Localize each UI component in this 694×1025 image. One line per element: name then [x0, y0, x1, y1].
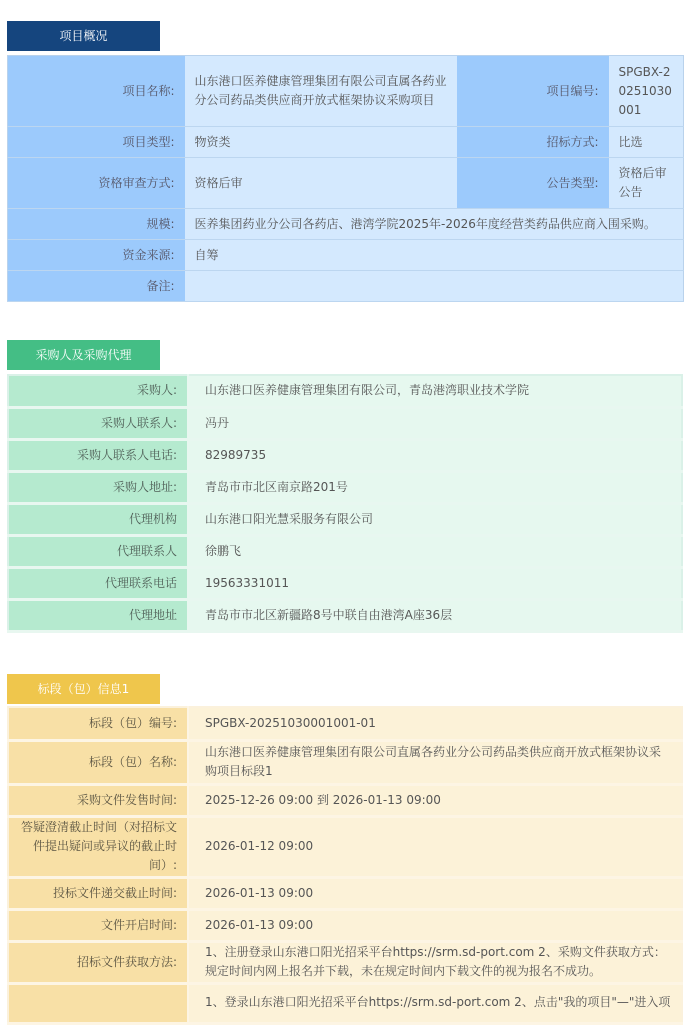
doc-obtain-method-value: 1、注册登录山东港口阳光招采平台https://srm.sd-port.com 2、采购文件获取方式：规定时间内网上报名并下载，未在规定时间内下载文件的视为报名不成功。 — [188, 941, 682, 983]
table-row — [8, 983, 682, 1023]
project-overview-title: 项目概况 — [7, 21, 160, 51]
table-row — [8, 941, 682, 983]
doc-sale-time-value: 2025-12-26 09:00 到 2026-01-13 09:00 — [188, 784, 682, 816]
project-overview-table — [7, 55, 684, 302]
lot-info-title: 标段（包）信息1 — [7, 674, 160, 704]
bid-submit-deadline-value: 2026-01-13 09:00 — [188, 877, 682, 909]
lot-code-label: 标段（包）编号: — [8, 707, 188, 740]
table-row — [8, 535, 682, 567]
table-row — [8, 909, 682, 941]
purchaser-address-value: 青岛市市北区南京路201号 — [188, 471, 682, 503]
table-row — [8, 877, 682, 909]
agency-address-label: 代理地址 — [8, 599, 188, 631]
clarification-deadline-value: 2026-01-12 09:00 — [188, 816, 682, 877]
table-row — [8, 816, 682, 877]
project-type-value: 物资类 — [185, 127, 457, 158]
agency-value: 山东港口阳光慧采服务有限公司 — [188, 503, 682, 535]
project-name-label: 项目名称: — [8, 56, 185, 127]
table-row — [8, 707, 682, 740]
scale-label: 规模: — [8, 209, 185, 240]
lot-name-label: 标段（包）名称: — [8, 740, 188, 784]
purchaser-contact-value: 冯丹 — [188, 407, 682, 439]
table-row — [8, 407, 682, 439]
table-row — [8, 471, 682, 503]
review-method-value: 资格后审 — [185, 158, 457, 209]
table-row — [8, 567, 682, 599]
purchaser-label: 采购人: — [8, 375, 188, 407]
purchaser-phone-label: 采购人联系人电话: — [8, 439, 188, 471]
bid-method-label: 招标方式: — [457, 127, 609, 158]
fund-source-label: 资金来源: — [8, 240, 185, 271]
fund-source-value: 自筹 — [185, 240, 684, 271]
table-row — [8, 375, 682, 407]
purchaser-agent-title: 采购人及采购代理 — [7, 340, 160, 370]
lot-name-value: 山东港口医养健康管理集团有限公司直属各药业分公司药品类供应商开放式框架协议采购项目标段1 — [188, 740, 682, 784]
overview-row-fund — [8, 240, 684, 271]
project-name-value: 山东港口医养健康管理集团有限公司直属各药业分公司药品类供应商开放式框架协议采购项目 — [185, 56, 457, 127]
project-code-label: 项目编号: — [457, 56, 609, 127]
project-code-value: SPGBX-20251030001 — [609, 56, 684, 127]
project-overview-section — [7, 21, 683, 301]
agency-phone-value: 19563331011 — [188, 567, 682, 599]
agency-contact-label: 代理联系人 — [8, 535, 188, 567]
lot-info-table — [7, 706, 683, 1025]
table-row — [8, 439, 682, 471]
remark-label: 备注: — [8, 271, 185, 302]
purchaser-agent-section — [7, 340, 683, 636]
notice-type-value: 资格后审公告 — [609, 158, 684, 209]
bid-submit-method-value: 1、登录山东港口阳光招采平台https://srm.sd-port.com 2、点击"我的项目"—"进入项 — [188, 983, 682, 1023]
bid-open-time-label: 文件开启时间: — [8, 909, 188, 941]
lot-code-value: SPGBX-20251030001001-01 — [188, 707, 682, 740]
purchaser-value: 山东港口医养健康管理集团有限公司，青岛港湾职业技术学院 — [188, 375, 682, 407]
agency-contact-value: 徐鹏飞 — [188, 535, 682, 567]
table-row — [8, 784, 682, 816]
remark-value — [185, 271, 684, 302]
overview-row-type — [8, 127, 684, 158]
agency-address-value: 青岛市市北区新疆路8号中联自由港湾A座36层 — [188, 599, 682, 631]
agency-label: 代理机构 — [8, 503, 188, 535]
table-row — [8, 740, 682, 784]
doc-sale-time-label: 采购文件发售时间: — [8, 784, 188, 816]
bid-submit-deadline-label: 投标文件递交截止时间: — [8, 877, 188, 909]
bid-method-value: 比选 — [609, 127, 684, 158]
purchaser-agent-table — [7, 374, 683, 633]
review-method-label: 资格审查方式: — [8, 158, 185, 209]
overview-row-review — [8, 158, 684, 209]
clarification-deadline-label: 答疑澄清截止时间（对招标文件提出疑问或异议的截止时间）: — [8, 816, 188, 877]
table-row — [8, 599, 682, 631]
table-row — [8, 503, 682, 535]
agency-phone-label: 代理联系电话 — [8, 567, 188, 599]
notice-type-label: 公告类型: — [457, 158, 609, 209]
overview-row-scale — [8, 209, 684, 240]
doc-obtain-method-label: 招标文件获取方法: — [8, 941, 188, 983]
bid-open-time-value: 2026-01-13 09:00 — [188, 909, 682, 941]
purchaser-address-label: 采购人地址: — [8, 471, 188, 503]
purchaser-phone-value: 82989735 — [188, 439, 682, 471]
scale-value: 医养集团药业分公司各药店、港湾学院2025年-2026年度经营类药品供应商入围采购。 — [185, 209, 684, 240]
overview-row-remark — [8, 271, 684, 302]
purchaser-contact-label: 采购人联系人: — [8, 407, 188, 439]
overview-row-name — [8, 56, 684, 127]
bid-submit-method-label — [8, 983, 188, 1023]
lot-info-section — [7, 674, 683, 1009]
project-type-label: 项目类型: — [8, 127, 185, 158]
